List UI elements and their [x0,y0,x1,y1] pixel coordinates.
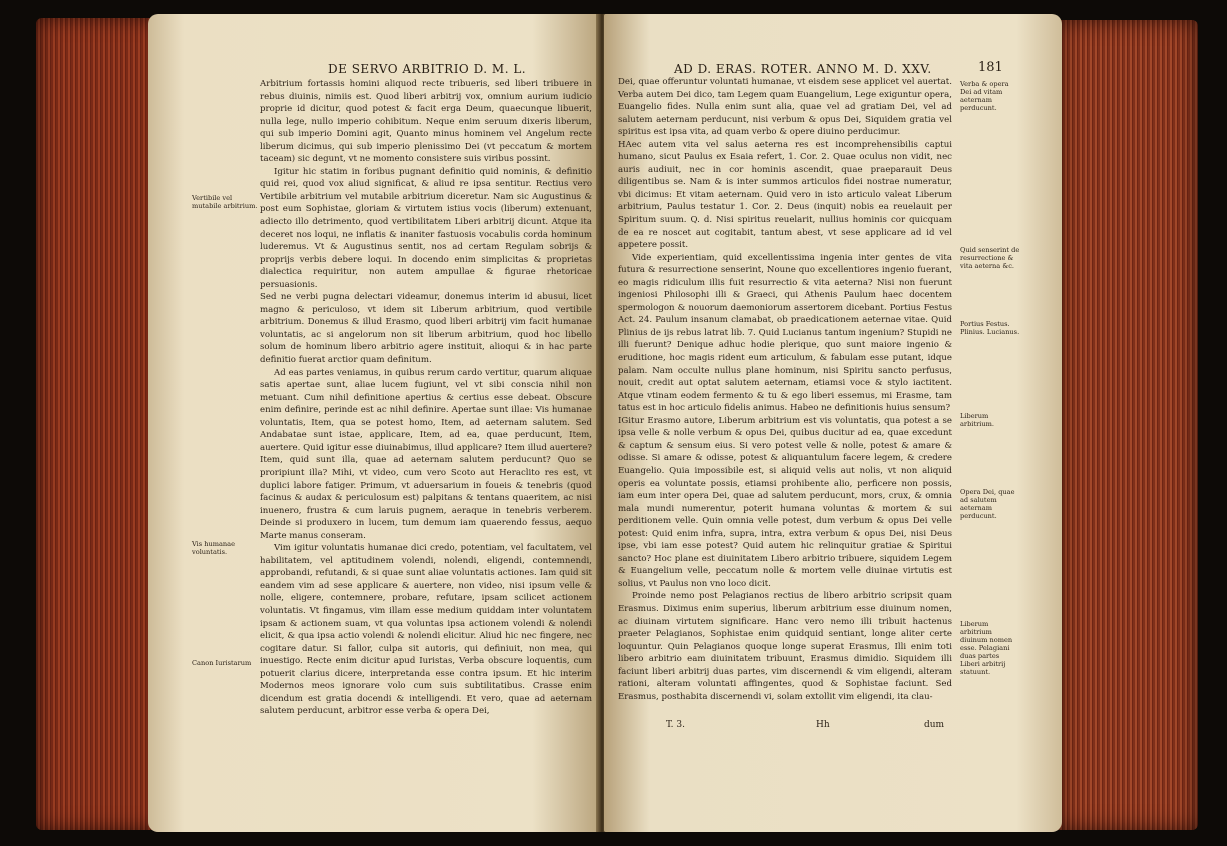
left-gloss-3: Canon Iuristarum [192,659,252,667]
left-page [148,14,600,832]
right-paragraph-1: Dei, quae offeruntur voluntati humanae, vt eisdem sese applicet vel auertat. Verba autem Dei dico, tam Legem quam Euangelium, Lege exiguntur opera, Euangelio fides. Nulla enim sunt alia, quae vel ad gratiam Dei, vel ad salutem aeternam perducunt, nisi verbum & opus Dei, Siquidem gratia vel spiritus est ipsa vita, ad quam verbo & opere diuino perducimur. [618,77,952,138]
left-paragraph-3: Sed ne verbi pugna delectari videamur, donemus interim id abusui, licet magno & periculoso, vt idem sit Liberum arbitrium, quod vertibile arbitrium. Donemus & illud Erasmo, quod liberi arbitrij vim facit humanae voluntatis, ac si angelorum non sit liberum arbitrium, quod hoc libello solum de hominum libero arbitrio agere instituit, alioqui & in hac parte definitio fuerat arctior quam definitum. [260,292,592,366]
open-book [22,14,1204,832]
right-body-text [618,76,952,703]
right-running-head: AD D. ERAS. ROTER. ANNO M. D. XXV. [674,62,932,76]
right-gloss-5: Opera Dei, quae ad salutem aeternam perducunt. [960,488,1015,520]
right-gloss-1: Verba & opera Dei ad vitam aeternam perducunt. [960,80,1009,112]
signature-mark: Hh [816,720,830,730]
left-gloss-1: Vertibile vel mutabile arbitrium. [192,194,258,210]
catchword: dum [924,720,945,730]
right-page-edges [1058,20,1198,830]
left-running-head: DE SERVO ARBITRIO D. M. L. [328,62,527,76]
left-gloss-2: Vis humanae voluntatis. [192,540,235,556]
left-paragraph-4: Ad eas partes veniamus, in quibus rerum cardo vertitur, quarum aliquae satis apertae sunt, aliae lucem fugiunt, vel vt sibi conscia nihil non metuant. Cum nihil definitione apertius & certius esse debeat. Obscure enim definire, perinde est ac nihil definire. Apertae sunt illae: Vis humanae voluntatis, Item, qua se potest homo, Item, ad aeternam salutem. Sed Andabatae sunt istae, applicare, Item, ad ea, quae perducunt, Item, auertere. Quid igitur esse diuinabimus, illud applicare? Item illud auertere? Item, quid sunt illa, quae ad aeternam salutem perducunt? Quo se proripiunt illa? Mihi, vt video, cum vero Scoto aut Heraclito res est, vt duplici labore fatiger. Primum, vt aduersarium in foueis & tenebris (quod facinus & audax & periculosum est) palpitans & tentans quaeritem, ac nisi inuenero, frustra & cum laruis pugnem, aeraque in tenebris verberem. Deinde si produxero in lucem, tum demum iam quaerendo fessus, aequo Marte manus conseram. [260,367,592,541]
left-paragraph-2: Igitur hic statim in foribus pugnant definitio quid nominis, & definitio quid rei, quod vox aliud significat, & aliud re ipsa sentitur. Rectius vero Vertibile arbitrium vel mutabile arbitrium diceretur. Nam sic Augustinus & post eum Sophistae, gloriam & virtutem istius vocis (liberum) extenuant, adiecto illo detrimento, quod vertibilitatem Liberi arbitrij dicunt. Atque ita deceret nos loqui, ne inflatis & inaniter fastuosis vocabulis corda hominum luderemus. Vt & Augustinus sentit, nos ad certam Regulam sobrijs & proprijs verbis debere loqui. In docendo enim simplicitas & proprietas dialectica requiritur, non autem ampullae & figurae rhetoricae persuasionis. [260,166,592,290]
right-gloss-3: Portius Festus. Plinius. Lucianus. [960,320,1020,336]
right-paragraph-5: Proinde nemo post Pelagianos rectius de libero arbitrio scripsit quam Erasmus. Diximus enim superius, liberum arbitrium esse diuinum nomen, ac diuinam virtutem significare. Hanc vero nemo illi tribuit hactenus praeter Pelagianos, Sophistae enim quidquid sentiant, longe aliter certe loquuntur. Quin Pelagianos quoque longe superat Erasmus, Illi enim toti libero arbitrio eam diuinitatem tribuunt, Erasmus dimidio. Siquidem illi faciunt liberi arbitrij duas partes, vim discernendi & vim eligendi, alteram rationi, alteram voluntati affingentes, quod & Sophistae faciunt. Sed Erasmus, posthabita discernendi vi, solam extollit vim eligendi, ita clau- [618,591,952,702]
page-number: 181 [978,60,1003,75]
signature: T. 3. [666,720,685,730]
left-paragraph-5: Vim igitur voluntatis humanae dici credo, potentiam, vel facultatem, vel habilitatem, vel aptitudinem volendi, nolendi, eligendi, contemnendi, approbandi, refutandi, & si quae sunt aliae voluntatis actiones. Iam quid sit eandem vim ad sese applicare & auertere, non video, nisi ipsum velle & nolle, eligere, contemnere, probare, refutare, ipsam scilicet actionem voluntatis. Vt fingamus, vim illam esse medium quiddam inter voluntatem ipsam & actionem suam, vt qua voluntas ipsa actionem volendi & nolendi elicit, & qua ipsa actio volendi & nolendi elicitur. Aliud hic nec fingere, nec cogitare datur. Si fallor, culpa sit autoris, qui definiuit, non mea, qui inuestigo. Recte enim dicitur apud Iuristas, Verba obscure loquentis, cum potuerit clarius dicere, interpretanda esse contra ipsum. Et hic interim Modernos meos ignorare volo cum suis subtilitatibus. Crasse enim dicendum est gratia docendi & intelligendi. Et vero, quae ad aeternam salutem perducunt, arbitror esse verba & opera Dei, [260,543,592,717]
right-gloss-2: Quid senserint de resurrectione & vita aeterna &c. [960,246,1020,270]
right-gloss-4: Liberum arbitrium. [960,412,994,428]
right-paragraph-2: HAec autem vita vel salus aeterna res est incomprehensibilis captui humano, sicut Paulus ex Esaia refert, 1. Cor. 2. Quae oculus non vidit, nec auris audiuit, nec in cor hominis ascendit, quae praeparauit Deus diligentibus se. Nam & is inter summos articulos fidei nostrae numeratur, vbi dicimus: Et vitam aeternam. Quid vero in isto articulo valeat Liberum arbitrium, Paulus testatur 1. Cor. 2. Deus (inquit) nobis ea reuelauit per Spiritum suum. Q. d. Nisi spiritus reuelarit, nullius hominis cor quicquam de ea re noscet aut cogitabit, tantum abest, vt sese applicare ad id vel appetere possit. [618,139,952,251]
right-gloss-6: Liberum arbitrium diuinum nomen esse. Pelagiani duas partes Liberi arbitrij statuunt. [960,620,1013,676]
right-page [604,14,1062,832]
right-paragraph-4: IGitur Erasmo autore, Liberum arbitrium est vis voluntatis, qua potest a se ipsa velle & nolle verbum & opus Dei, quibus ducitur ad ea, quae excedunt & captum & sensum eius. Si vero potest velle & nolle, potest & amare & odisse. Si amare & odisse, potest & aliquantulum facere legem, & credere Euangelio. Quia impossibile est, si aliquid velis aut nolis, vt non aliquid operis ea voluntate possis, etiamsi prohibente alio, perficere non possis, iam eum inter opera Dei, quae ad salutem perducunt, mors, crux, & omnia mala mundi numerentur, poterit humana voluntas & mortem & sui perditionem velle. Quin omnia velle potest, dum verbum & opus Dei velle potest: Quid enim infra, supra, intra, extra verbum & opus Dei, nisi Deus ipse, vbi iam esse potest? Quid autem hic relinquitur gratiae & Spiritui sancto? Hoc plane est diuinitatem Libero arbitrio tribuere, siquidem Legem & Euangelium velle, peccatum nolle & mortem velle diuinae virtutis est solius, vt Paulus non vno loco dicit. [618,415,952,589]
right-paragraph-3: Vide experientiam, quid excellentissima ingenia inter gentes de vita futura & resurrectione senserint, Noune quo excellentiores ingenio fuerant, eo magis ridiculum illis fuit resurrectio & vita aeterna? Nisi non fuerunt ingeniosi Philosophi illi & Graeci, qui Athenis Paulum haec docentem spermologon & nouorum daemoniorum assertorem dicebant. Portius Festus Act. 24. Paulum insanum clamabat, ob praedicationem aeternae vitae. Quid Plinius de ijs rebus latrat lib. 7. Quid Lucianus tantum ingenium? Stupidi ne illi fuerunt? Denique adhuc hodie plerique, quo sunt maiore ingenio & eruditione, hoc magis rident eum articulum, & fabulam esse putant, idque palam. Nam occulte nullus plane hominum, nisi Spiritu sancto perfusus, nouit, credit aut optat salutem aeternam, etiamsi voce & stylo iactitent. Atque vtinam eodem fermento & tu & ego liberi essemus, mi Erasme, tam tatus est in hoc articulo fidelis animus. Habeo ne definitionis huius sensum? [618,252,952,414]
left-body-text [260,78,592,718]
left-paragraph-1: Arbitrium fortassis homini aliquod recte tribueris, sed liberi tribuere in rebus diuinis, nimiis est. Quod liberi arbitrij vox, omnium aurium iudicio proprie id dicitur, quod potest & facit erga Deum, quaecunque libuerit, nulla lege, nullo imperio cohibitum. Neque enim seruum dixeris liberum, qui sub imperio Domini agit, Quanto minus hominem vel Angelum recte liberum dicimus, qui sub imperio plenissimo Dei (vt peccatum & mortem taceam) sic degunt, vt ne momento consistere suis viribus possint. [260,79,592,165]
left-page-edges [36,18,166,830]
